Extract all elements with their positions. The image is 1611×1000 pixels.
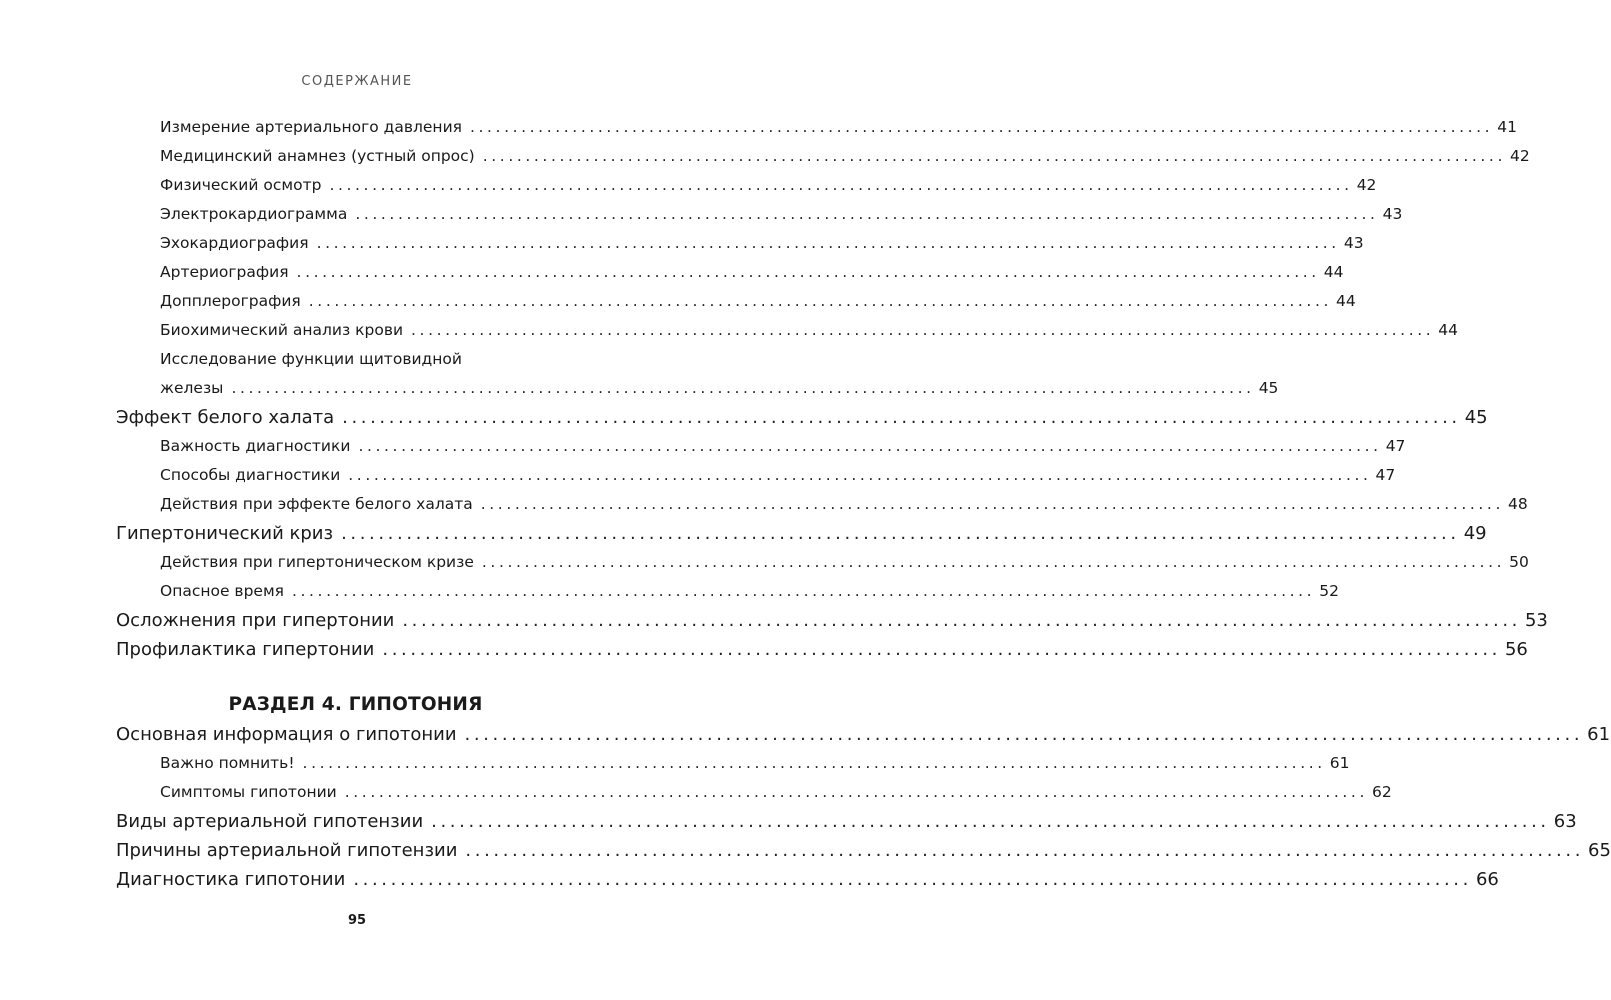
toc-entry[interactable] (116, 403, 1488, 432)
toc-group-part1 (116, 113, 1530, 345)
toc-entry-title: Опасное время (160, 582, 284, 600)
toc-entry-title: Физический осмотр (160, 176, 322, 194)
toc-leader-dots: ........................................................................................................................ (329, 176, 1353, 194)
toc-entry[interactable] (116, 200, 1403, 229)
toc-entry-title: Профилактика гипертонии (116, 639, 375, 660)
toc-group-part2 (116, 403, 1548, 664)
toc-entry[interactable] (116, 461, 1396, 490)
toc-leader-dots: ........................................................................................................................ (411, 321, 1435, 339)
toc-entry-title: Диагностика гипотонии (116, 869, 346, 890)
toc-entry-page: 45 (1464, 407, 1488, 428)
toc-entry-title: Биохимический анализ крови (160, 321, 404, 339)
toc-entry-page: 53 (1524, 610, 1548, 631)
toc-entry-page: 44 (1438, 321, 1459, 339)
toc-leader-dots: ........................................................................................................................ (382, 639, 1501, 660)
toc-entry[interactable] (116, 287, 1356, 316)
toc-entry-title: Измерение артериального давления (160, 118, 462, 136)
toc-entry-title: Допплерография (160, 292, 301, 310)
toc-entry[interactable] (116, 229, 1364, 258)
toc-entry-page: 47 (1375, 466, 1396, 484)
toc-entry[interactable] (116, 171, 1377, 200)
toc-entry-title: Медицинский анамнез (устный опрос) (160, 147, 475, 165)
toc-entry-page: 49 (1463, 523, 1487, 544)
toc-entry-page: 56 (1504, 639, 1528, 660)
running-header: СОДЕРЖАНИЕ (301, 74, 413, 89)
toc-entry[interactable] (116, 749, 1350, 778)
toc-leader-dots: ........................................................................................................................ (348, 466, 1372, 484)
toc-leader-dots: ........................................................................................................................ (482, 147, 1506, 165)
toc-entry-wrapped-line2[interactable] (116, 374, 1279, 403)
toc-leader-dots: ........................................................................................................................ (308, 292, 1333, 310)
toc-leader-dots: ........................................................................................................................ (341, 523, 1460, 544)
toc-leader-dots: ........................................................................................................................ (302, 754, 1326, 772)
toc-entry-title: Действия при эффекте белого халата (160, 495, 473, 513)
toc-entry[interactable] (116, 606, 1548, 635)
toc-entry-title: Исследование функции щитовидной (160, 350, 462, 368)
toc-leader-dots: ........................................................................................................................ (291, 582, 1316, 600)
toc-entry-title: Важно помнить! (160, 754, 295, 772)
toc-entry-title: Эффект белого халата (116, 407, 335, 428)
toc-entry[interactable] (116, 490, 1528, 519)
toc-entry[interactable] (116, 807, 1577, 836)
toc-entry-page: 52 (1319, 582, 1339, 600)
page-number: 95 (347, 913, 367, 928)
toc-entry-page: 47 (1385, 437, 1406, 455)
toc-entry-page: 61 (1329, 754, 1350, 772)
toc-entry-page: 43 (1343, 234, 1364, 252)
toc-leader-dots: ........................................................................................................................ (231, 379, 1255, 397)
table-of-contents (116, 113, 1611, 894)
toc-leader-dots: ........................................................................................................................ (355, 205, 1379, 223)
toc-entry-page: 62 (1371, 783, 1392, 801)
toc-leader-dots: ........................................................................................................................ (431, 811, 1550, 832)
toc-entry[interactable] (116, 258, 1344, 287)
toc-entry-page: 42 (1509, 147, 1530, 165)
toc-entry-title: Симптомы гипотонии (160, 783, 337, 801)
toc-entry-page: 61 (1587, 724, 1611, 745)
toc-entry-page: 45 (1258, 379, 1279, 397)
toc-leader-dots: ........................................................................................................................ (481, 553, 1506, 571)
toc-entry[interactable] (116, 113, 1517, 142)
toc-entry[interactable] (116, 836, 1611, 865)
toc-entry-title: Основная информация о гипотонии (116, 724, 457, 745)
toc-entry-wrapped-line1[interactable] (116, 345, 595, 374)
toc-entry-title: Действия при гипертоническом кризе (160, 553, 474, 571)
toc-leader-dots: ........................................................................................................................ (344, 783, 1368, 801)
toc-entry-page: 50 (1509, 553, 1529, 571)
toc-entry-title: Осложнения при гипертонии (116, 610, 395, 631)
toc-entry-page: 66 (1475, 869, 1499, 890)
toc-leader-dots: ........................................................................................................................ (358, 437, 1382, 455)
toc-entry-page: 44 (1323, 263, 1344, 281)
toc-leader-dots: ........................................................................................................................ (296, 263, 1320, 281)
toc-leader-dots: ........................................................................................................................ (353, 869, 1472, 890)
toc-leader-dots: ........................................................................................................................ (316, 234, 1340, 252)
toc-entry[interactable] (116, 635, 1528, 664)
toc-entry-title: Виды артериальной гипотензии (116, 811, 424, 832)
toc-entry[interactable] (116, 548, 1529, 577)
toc-entry[interactable] (116, 778, 1392, 807)
toc-leader-dots: ........................................................................................................................ (464, 724, 1584, 745)
toc-entry-title: Электрокардиограмма (160, 205, 348, 223)
toc-entry-title: Способы диагностики (160, 466, 341, 484)
toc-leader-dots: ........................................................................................................................ (480, 495, 1504, 513)
toc-entry[interactable] (116, 316, 1459, 345)
toc-entry-title: Причины артериальной гипотензии (116, 840, 458, 861)
toc-entry-title: Гипертонический криз (116, 523, 334, 544)
toc-leader-dots: ........................................................................................................................ (465, 840, 1585, 861)
toc-entry[interactable] (116, 432, 1406, 461)
toc-entry[interactable] (116, 519, 1487, 548)
toc-entry-page: 41 (1497, 118, 1517, 136)
toc-entry-title: железы (160, 379, 224, 397)
toc-entry-title: Артериография (160, 263, 289, 281)
toc-entry-page: 44 (1336, 292, 1356, 310)
toc-entry-page: 48 (1508, 495, 1528, 513)
toc-entry-page: 65 (1588, 840, 1611, 861)
toc-entry-page: 43 (1382, 205, 1403, 223)
toc-entry[interactable] (116, 142, 1530, 171)
toc-entry[interactable] (116, 865, 1499, 894)
toc-leader-dots: ........................................................................................................................ (402, 610, 1521, 631)
toc-entry-title: Важность диагностики (160, 437, 351, 455)
toc-entry[interactable] (116, 720, 1611, 749)
toc-entry[interactable] (116, 577, 1339, 606)
section-heading: РАЗДЕЛ 4. ГИПОТОНИЯ (228, 694, 483, 715)
toc-entry-page: 42 (1356, 176, 1377, 194)
toc-leader-dots: ........................................................................................................................ (469, 118, 1494, 136)
toc-entry-page: 63 (1553, 811, 1577, 832)
toc-group-part3 (116, 720, 1611, 894)
toc-entry-title: Эхокардиография (160, 234, 309, 252)
toc-leader-dots: ........................................................................................................................ (342, 407, 1461, 428)
